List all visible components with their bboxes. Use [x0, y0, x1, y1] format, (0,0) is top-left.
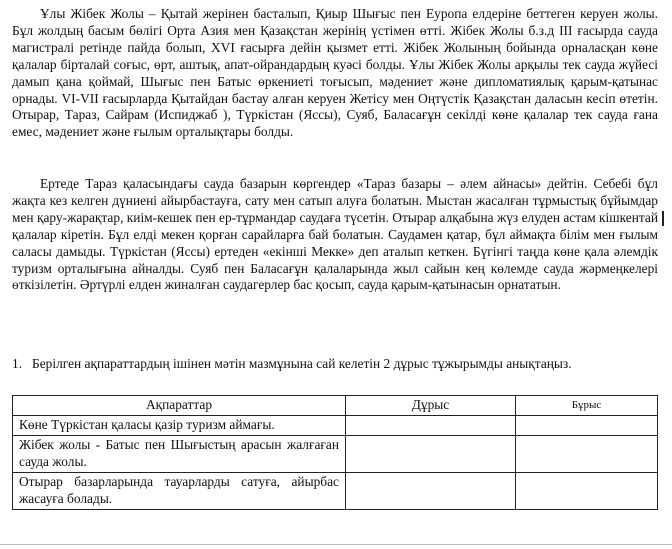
table-header-row: [13, 396, 658, 416]
statement-cell: Жібек жолы - Батыс пен Шығыстың арасын жалғаған сауда жолы.: [13, 436, 346, 473]
header-incorrect: Бұрыс: [516, 396, 658, 416]
header-info: Ақпараттар: [13, 396, 346, 416]
header-correct: Дұрыс: [346, 396, 516, 416]
paragraph-1: Ұлы Жібек Жолы – Қытай жерінен басталып, Қиыр Шығыс пен Еуропа елдеріне беттеген керуен жолы. Бұл жолдың басым бөлігі Орта Азия мен Қазақстан жерінің үстімен өтті. Жібек Жолы б.з.д ІІІ ғасырда сауда магистралі ретінде пайда болып, ХVІ ғасырға дейін қызмет етті. Жібек Жолының бойында орналасқан көне қалалар бірталай соғыс, өрт, аштық, апат-ойрандардың куәсі болды. Ұлы Жібек Жолы арқылы тек сауда жүйесі дамып қана қоймай, Шығыс пен Батыс өркениеті тоғысып, мәдениет және дипломатиялық қарым-қатынас орнады. VІ-VІІ ғасырларда Қытайдан бастау алған керуен Жетісу мен Оңтүстік Қазақстан даласын кесіп өтетін. Отырар, Тараз, Сайрам (Испиджаб ), Түркістан (Яссы), Суяб, Баласағұн секілді көне қалалар тек сауда ғана емес, мәдениет және ғылым орталықтары болды.: [12, 6, 658, 140]
paragraph-2: Ертеде Тараз қаласындағы сауда базарын көргендер «Тараз базары – әлем айнасы» дейтін. Себебі бұл жақта кез келген дүниені айырбастауға, сату мен сатып алуға болатын. Мыстан жасалған тұрмыстық бұйымдар мен қару-жарақтар, киім-кешек пен ер-тұрмандар саудаға түсетін. Отырар алқабына жүз елуден астам кішкентай қалалар кіретін. Бұл елді мекен қорған сарайларға бай болатын. Саудамен қатар, бұл аймақта білім мен ғылым саласы дамыды. Түркістан (Яссы) ертеден «екінші Мекке» деп аталып кеткен. Бүгінгі таңда көне қала әлемдік туризм орталығына айналды. Суяб пен Баласағұн қалаларында жыл сайын кең көлемде сауда жәрмеңкелері өткізілетін. Әртүрлі елден жиналған саудагерлер бас қосып, сауда қарым-қатынасын орнататын.: [12, 176, 658, 293]
text-cursor: [662, 211, 664, 226]
answer-table: [12, 395, 658, 510]
question-1: [12, 355, 652, 372]
correct-answer-cell[interactable]: [346, 436, 516, 473]
correct-answer-cell[interactable]: [346, 416, 516, 436]
table-row: [13, 436, 658, 473]
correct-answer-cell[interactable]: [346, 473, 516, 510]
incorrect-answer-cell[interactable]: [516, 436, 658, 473]
question-number: 1.: [12, 356, 23, 371]
page-edge-line: [0, 544, 672, 545]
incorrect-answer-cell[interactable]: [516, 473, 658, 510]
statement-cell: Көне Түркістан қаласы қазір туризм аймағы.: [13, 416, 346, 436]
incorrect-answer-cell[interactable]: [516, 416, 658, 436]
table-row: [13, 473, 658, 510]
table-row: [13, 416, 658, 436]
statement-cell: Отырар базарларында тауарларды сатуға, айырбас жасауға болады.: [13, 473, 346, 510]
question-text: Берілген ақпараттардың ішінен мәтін мазмұнына сай келетін 2 дұрыс тұжырымды анықтаңыз.: [32, 356, 572, 371]
